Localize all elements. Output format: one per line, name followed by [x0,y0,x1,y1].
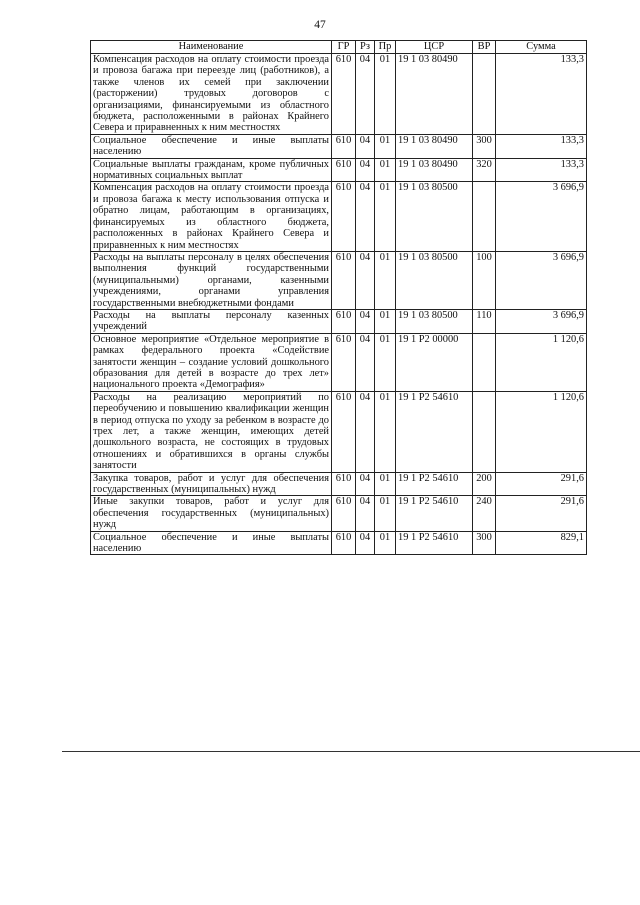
row-sum: 3 696,9 [496,251,587,309]
row-rz: 04 [356,472,375,496]
row-name: Расходы на выплаты персоналу казенных учреждений [91,309,332,333]
row-rz: 04 [356,251,375,309]
row-name: Социальное обеспечение и иные выплаты населению [91,531,332,555]
row-gr: 610 [332,182,356,251]
row-sum: 1 120,6 [496,333,587,391]
row-rz: 04 [356,182,375,251]
row-name: Социальные выплаты гражданам, кроме публичных нормативных социальных выплат [91,158,332,182]
row-gr: 610 [332,158,356,182]
row-csr: 19 1 P2 54610 [396,472,473,496]
row-name: Социальное обеспечение и иные выплаты населению [91,134,332,158]
row-name: Компенсация расходов на оплату стоимости проезда и провоза багажа при переезде лиц (работников), а также членов их семей при заключении (расторжении) трудовых договоров с организациями, финансируемыми из областного бюджета, расположенными в районах Крайнего Севера и приравненных к ним местностях [91,54,332,135]
row-name: Иные закупки товаров, работ и услуг для обеспечения государственных (муниципальных) нужд [91,496,332,531]
row-rz: 04 [356,531,375,555]
row-vr: 300 [473,531,496,555]
row-sum: 829,1 [496,531,587,555]
row-csr: 19 1 P2 54610 [396,531,473,555]
row-csr: 19 1 P2 54610 [396,496,473,531]
row-name: Расходы на выплаты персоналу в целях обеспечения выполнения функций государственными (муниципальными) органами, казенными учреждениями, органами управления государственными внебюджетными фондами [91,251,332,309]
row-csr: 19 1 03 80500 [396,309,473,333]
row-csr: 19 1 03 80490 [396,158,473,182]
header-csr: ЦСР [396,41,473,54]
row-gr: 610 [332,391,356,472]
row-gr: 610 [332,251,356,309]
page-number: 47 [314,19,326,31]
row-pr: 01 [375,391,396,472]
row-pr: 01 [375,158,396,182]
table-row [91,251,587,309]
row-vr [473,391,496,472]
row-csr: 19 1 03 80500 [396,182,473,251]
table-row [91,158,587,182]
header-gr: ГР [332,41,356,54]
row-name: Компенсация расходов на оплату стоимости проезда и провоза багажа к месту использования отпуска и обратно лицам, работающим в организациях, финансируемых из областного бюджета, расположенных в районах Крайнего Севера и приравненных к ним местностях [91,182,332,251]
table-row [91,496,587,531]
row-sum: 133,3 [496,134,587,158]
row-gr: 610 [332,309,356,333]
row-gr: 610 [332,134,356,158]
table-row [91,333,587,391]
row-sum: 1 120,6 [496,391,587,472]
row-pr: 01 [375,496,396,531]
row-gr: 610 [332,472,356,496]
row-pr: 01 [375,251,396,309]
row-rz: 04 [356,309,375,333]
row-rz: 04 [356,54,375,135]
page-bottom-divider [62,751,640,752]
row-gr: 610 [332,54,356,135]
row-gr: 610 [332,531,356,555]
table-row [91,531,587,555]
row-sum: 133,3 [496,158,587,182]
row-vr [473,54,496,135]
row-vr: 200 [473,472,496,496]
row-pr: 01 [375,472,396,496]
row-sum: 291,6 [496,472,587,496]
row-sum: 133,3 [496,54,587,135]
row-gr: 610 [332,496,356,531]
header-row [91,41,587,54]
table-row [91,391,587,472]
row-pr: 01 [375,531,396,555]
row-name: Закупка товаров, работ и услуг для обеспечения государственных (муниципальных) нужд [91,472,332,496]
row-sum: 3 696,9 [496,182,587,251]
row-rz: 04 [356,391,375,472]
row-pr: 01 [375,333,396,391]
budget-table [90,40,587,555]
row-csr: 19 1 03 80490 [396,134,473,158]
table-row [91,309,587,333]
row-pr: 01 [375,309,396,333]
row-vr: 110 [473,309,496,333]
header-rz: Рз [356,41,375,54]
row-vr: 100 [473,251,496,309]
table-row [91,182,587,251]
row-vr: 320 [473,158,496,182]
row-name: Расходы на реализацию мероприятий по переобучению и повышению квалификации женщин в период отпуска по уходу за ребенком в возрасте до трех лет, а также женщин, имеющих детей дошкольного возраста, не состоящих в трудовых отношениях и обратившихся в органы службы занятости [91,391,332,472]
row-gr: 610 [332,333,356,391]
table-row [91,472,587,496]
row-pr: 01 [375,182,396,251]
header-vr: ВР [473,41,496,54]
row-sum: 291,6 [496,496,587,531]
row-vr: 240 [473,496,496,531]
row-vr [473,333,496,391]
row-pr: 01 [375,134,396,158]
row-rz: 04 [356,158,375,182]
row-csr: 19 1 03 80490 [396,54,473,135]
row-rz: 04 [356,333,375,391]
row-rz: 04 [356,134,375,158]
table-row [91,54,587,135]
header-pr: Пр [375,41,396,54]
row-csr: 19 1 P2 54610 [396,391,473,472]
header-name: Наименование [91,41,332,54]
row-pr: 01 [375,54,396,135]
header-sum: Сумма [496,41,587,54]
row-vr: 300 [473,134,496,158]
row-sum: 3 696,9 [496,309,587,333]
row-csr: 19 1 P2 00000 [396,333,473,391]
row-vr [473,182,496,251]
row-csr: 19 1 03 80500 [396,251,473,309]
table-row [91,134,587,158]
row-name: Основное мероприятие «Отдельное мероприятие в рамках федерального проекта «Содействие занятости женщин – создание условий дошкольного образования для детей в возрасте до трех лет» национального проекта «Демография» [91,333,332,391]
row-rz: 04 [356,496,375,531]
